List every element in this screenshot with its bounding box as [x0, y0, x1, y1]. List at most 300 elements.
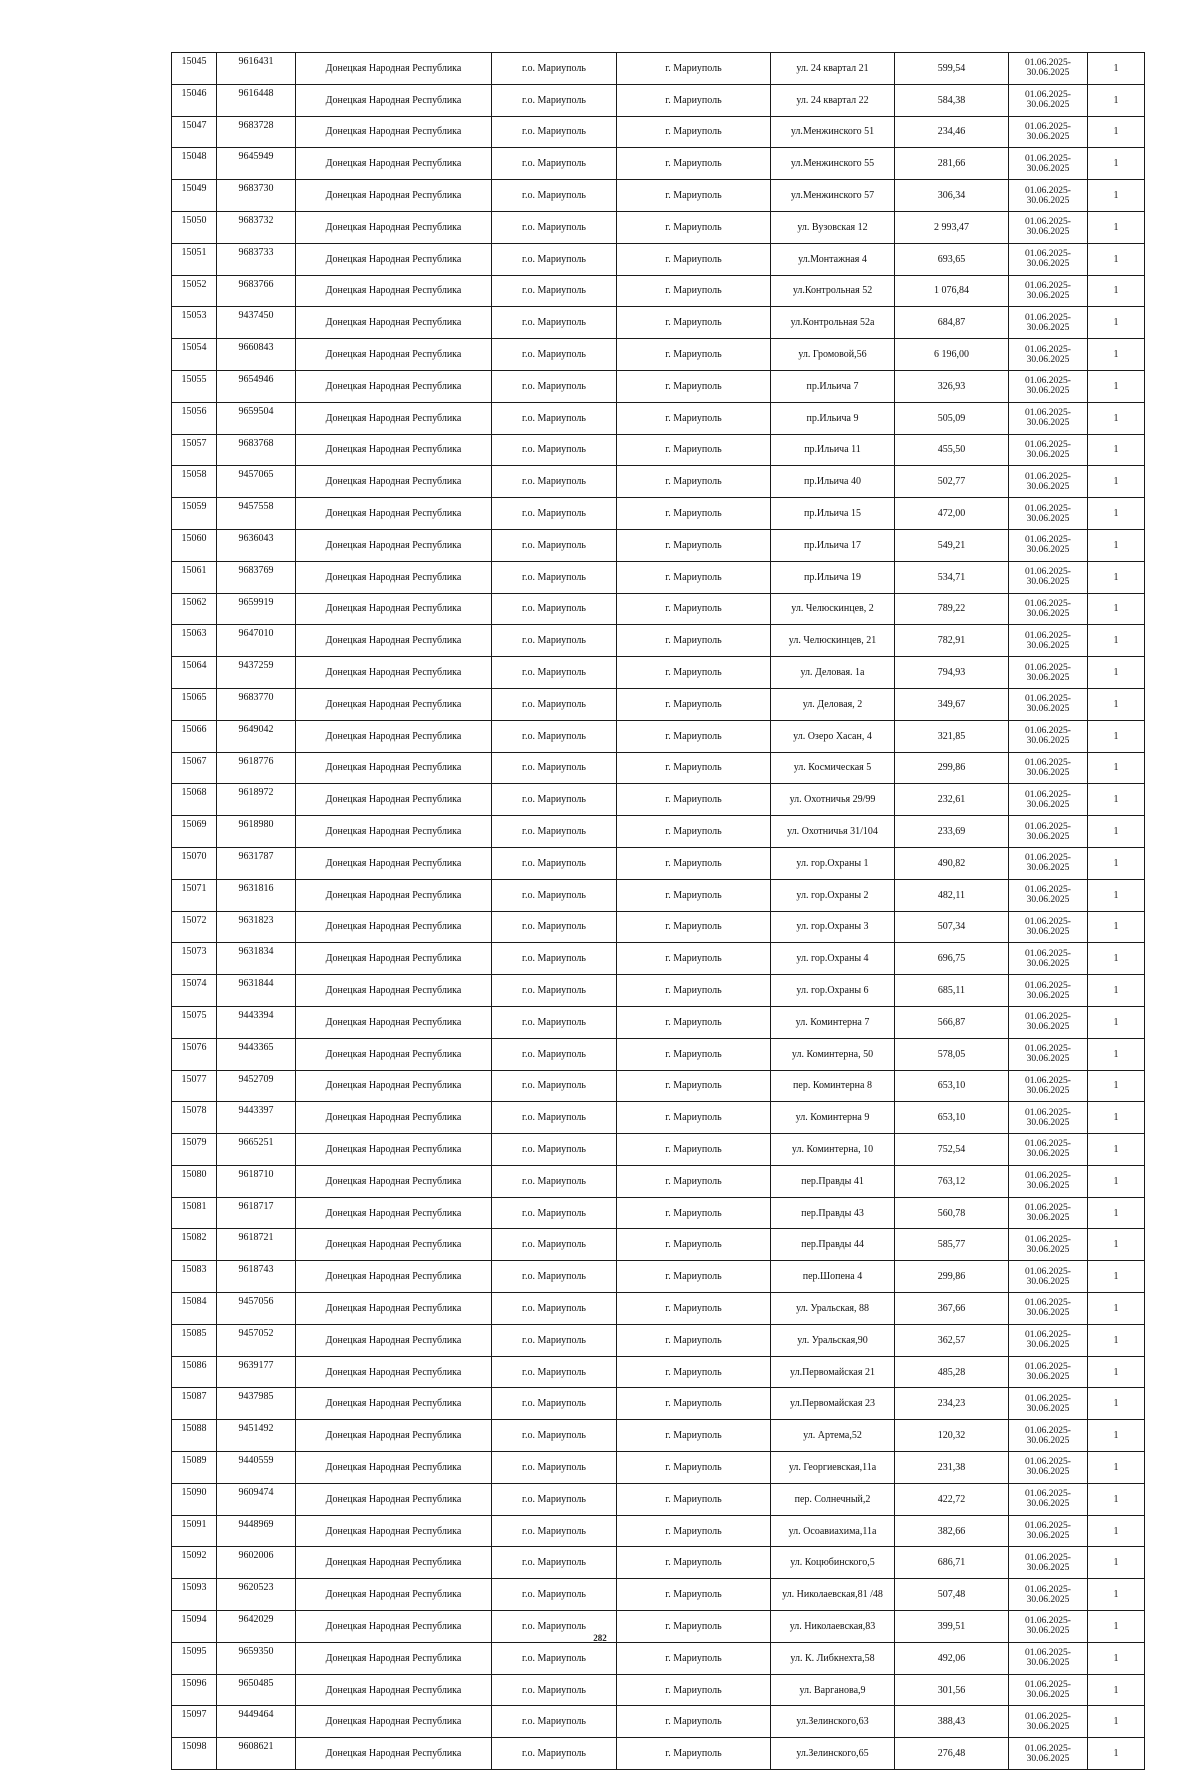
city-cell: г. Мариуполь [617, 1452, 771, 1484]
cadastral-id-cell: 9631834 [217, 943, 296, 975]
table-row [172, 434, 1145, 466]
row-number-cell: 15063 [172, 625, 217, 657]
area-cell: 6 196,00 [895, 339, 1009, 371]
region-cell: Донецкая Народная Республика [296, 1324, 492, 1356]
period-cell [1009, 1356, 1088, 1388]
municipal-district-cell: г.о. Мариуполь [492, 402, 617, 434]
table-row [172, 243, 1145, 275]
period-start: 01.06.2025- [1025, 567, 1071, 578]
period-start: 01.06.2025- [1025, 1489, 1071, 1500]
cadastral-id-cell: 9440559 [217, 1452, 296, 1484]
municipal-district-cell: г.о. Мариуполь [492, 84, 617, 116]
area-cell: 276,48 [895, 1738, 1009, 1770]
period-start: 01.06.2025- [1025, 1330, 1071, 1341]
address-cell: ул. Охотничья 31/104 [771, 816, 895, 848]
municipal-district-cell: г.о. Мариуполь [492, 911, 617, 943]
city-cell: г. Мариуполь [617, 816, 771, 848]
area-cell: 482,11 [895, 879, 1009, 911]
quantity-cell: 1 [1088, 53, 1145, 85]
period-start: 01.06.2025- [1025, 885, 1071, 896]
period-cell [1009, 53, 1088, 85]
period-end: 30.06.2025 [1026, 1690, 1070, 1701]
quantity-cell: 1 [1088, 370, 1145, 402]
quantity-cell: 1 [1088, 1197, 1145, 1229]
table-row [172, 1229, 1145, 1261]
table-row [172, 84, 1145, 116]
table-row [172, 339, 1145, 371]
region-cell: Донецкая Народная Республика [296, 1261, 492, 1293]
period-end: 30.06.2025 [1026, 449, 1070, 460]
cadastral-id-cell: 9449464 [217, 1706, 296, 1738]
city-cell: г. Мариуполь [617, 1038, 771, 1070]
address-cell: ул.Контрольная 52 [771, 275, 895, 307]
period-end: 30.06.2025 [1026, 577, 1070, 588]
address-cell: ул. Охотничья 29/99 [771, 784, 895, 816]
cadastral-id-cell: 9659919 [217, 593, 296, 625]
city-cell: г. Мариуполь [617, 593, 771, 625]
municipal-district-cell: г.о. Мариуполь [492, 1706, 617, 1738]
area-cell: 566,87 [895, 1006, 1009, 1038]
city-cell: г. Мариуполь [617, 1483, 771, 1515]
row-number-cell: 15090 [172, 1483, 217, 1515]
cadastral-id-cell: 9650485 [217, 1674, 296, 1706]
quantity-cell: 1 [1088, 148, 1145, 180]
address-cell: ул. Коминтерна, 50 [771, 1038, 895, 1070]
quantity-cell: 1 [1088, 1452, 1145, 1484]
area-cell: 789,22 [895, 593, 1009, 625]
region-cell: Донецкая Народная Республика [296, 498, 492, 530]
region-cell: Донецкая Народная Республика [296, 53, 492, 85]
address-cell: ул.Первомайская 21 [771, 1356, 895, 1388]
table-row [172, 752, 1145, 784]
period-end: 30.06.2025 [1026, 799, 1070, 810]
municipal-district-cell: г.о. Мариуполь [492, 975, 617, 1007]
municipal-district-cell: г.о. Мариуполь [492, 1452, 617, 1484]
row-number-cell: 15095 [172, 1642, 217, 1674]
period-end: 30.06.2025 [1026, 704, 1070, 715]
period-start: 01.06.2025- [1025, 1457, 1071, 1468]
city-cell: г. Мариуполь [617, 688, 771, 720]
area-cell: 685,11 [895, 975, 1009, 1007]
area-cell: 505,09 [895, 402, 1009, 434]
address-cell: пр.Ильича 19 [771, 561, 895, 593]
period-cell [1009, 180, 1088, 212]
period-end: 30.06.2025 [1026, 1181, 1070, 1192]
table-row [172, 784, 1145, 816]
quantity-cell: 1 [1088, 784, 1145, 816]
address-cell: ул. гор.Охраны 3 [771, 911, 895, 943]
region-cell: Донецкая Народная Республика [296, 720, 492, 752]
municipal-district-cell: г.о. Мариуполь [492, 657, 617, 689]
table-row [172, 148, 1145, 180]
address-cell: ул. гор.Охраны 1 [771, 847, 895, 879]
period-start: 01.06.2025- [1025, 1171, 1071, 1182]
cadastral-id-cell: 9616431 [217, 53, 296, 85]
region-cell: Донецкая Народная Республика [296, 84, 492, 116]
period-end: 30.06.2025 [1026, 831, 1070, 842]
period-cell [1009, 466, 1088, 498]
period-start: 01.06.2025- [1025, 1743, 1071, 1754]
period-end: 30.06.2025 [1026, 1499, 1070, 1510]
municipal-district-cell: г.о. Мариуполь [492, 1293, 617, 1325]
address-cell: ул. Челюскинцев, 2 [771, 593, 895, 625]
quantity-cell: 1 [1088, 1324, 1145, 1356]
address-cell: пер.Правды 44 [771, 1229, 895, 1261]
municipal-district-cell: г.о. Мариуполь [492, 370, 617, 402]
period-end: 30.06.2025 [1026, 1213, 1070, 1224]
quantity-cell: 1 [1088, 1356, 1145, 1388]
row-number-cell: 15097 [172, 1706, 217, 1738]
row-number-cell: 15086 [172, 1356, 217, 1388]
table-row [172, 720, 1145, 752]
period-end: 30.06.2025 [1026, 513, 1070, 524]
quantity-cell: 1 [1088, 1293, 1145, 1325]
area-cell: 321,85 [895, 720, 1009, 752]
region-cell: Донецкая Народная Республика [296, 752, 492, 784]
period-end: 30.06.2025 [1026, 322, 1070, 333]
municipal-district-cell: г.о. Мариуполь [492, 1229, 617, 1261]
row-number-cell: 15070 [172, 847, 217, 879]
city-cell: г. Мариуполь [617, 339, 771, 371]
region-cell: Донецкая Народная Республика [296, 1070, 492, 1102]
table-row [172, 593, 1145, 625]
cadastral-id-cell: 9659350 [217, 1642, 296, 1674]
period-cell [1009, 498, 1088, 530]
cadastral-id-cell: 9631823 [217, 911, 296, 943]
address-cell: ул. Уральская,90 [771, 1324, 895, 1356]
quantity-cell: 1 [1088, 593, 1145, 625]
period-end: 30.06.2025 [1026, 672, 1070, 683]
region-cell: Донецкая Народная Республика [296, 625, 492, 657]
period-cell [1009, 1038, 1088, 1070]
period-end: 30.06.2025 [1026, 68, 1070, 79]
period-cell [1009, 593, 1088, 625]
period-end: 30.06.2025 [1026, 1435, 1070, 1446]
period-start: 01.06.2025- [1025, 980, 1071, 991]
quantity-cell: 1 [1088, 1642, 1145, 1674]
row-number-cell: 15049 [172, 180, 217, 212]
area-cell: 693,65 [895, 243, 1009, 275]
period-cell [1009, 1070, 1088, 1102]
municipal-district-cell: г.о. Мариуполь [492, 1515, 617, 1547]
period-end: 30.06.2025 [1026, 163, 1070, 174]
area-cell: 763,12 [895, 1165, 1009, 1197]
address-cell: ул.Зелинского,65 [771, 1738, 895, 1770]
municipal-district-cell: г.о. Мариуполь [492, 943, 617, 975]
city-cell: г. Мариуполь [617, 657, 771, 689]
quantity-cell: 1 [1088, 211, 1145, 243]
region-cell: Донецкая Народная Республика [296, 1197, 492, 1229]
address-cell: пр.Ильича 7 [771, 370, 895, 402]
period-cell [1009, 211, 1088, 243]
city-cell: г. Мариуполь [617, 498, 771, 530]
period-cell [1009, 1642, 1088, 1674]
area-cell: 560,78 [895, 1197, 1009, 1229]
period-end: 30.06.2025 [1026, 1022, 1070, 1033]
area-cell: 281,66 [895, 148, 1009, 180]
period-end: 30.06.2025 [1026, 545, 1070, 556]
row-number-cell: 15055 [172, 370, 217, 402]
cadastral-id-cell: 9683728 [217, 116, 296, 148]
area-cell: 299,86 [895, 1261, 1009, 1293]
address-cell: пер. Солнечный,2 [771, 1483, 895, 1515]
quantity-cell: 1 [1088, 911, 1145, 943]
municipal-district-cell: г.о. Мариуполь [492, 1547, 617, 1579]
row-number-cell: 15071 [172, 879, 217, 911]
quantity-cell: 1 [1088, 1579, 1145, 1611]
city-cell: г. Мариуполь [617, 1642, 771, 1674]
table-row [172, 1356, 1145, 1388]
quantity-cell: 1 [1088, 1515, 1145, 1547]
quantity-cell: 1 [1088, 529, 1145, 561]
period-cell [1009, 1134, 1088, 1166]
area-cell: 306,34 [895, 180, 1009, 212]
period-cell [1009, 752, 1088, 784]
address-cell: ул. Николаевская,83 [771, 1611, 895, 1643]
address-cell: ул.Менжинского 57 [771, 180, 895, 212]
period-start: 01.06.2025- [1025, 1393, 1071, 1404]
region-cell: Донецкая Народная Республика [296, 1547, 492, 1579]
area-cell: 794,93 [895, 657, 1009, 689]
region-cell: Донецкая Народная Республика [296, 180, 492, 212]
address-cell: ул. Осоавиахима,11а [771, 1515, 895, 1547]
row-number-cell: 15057 [172, 434, 217, 466]
period-end: 30.06.2025 [1026, 386, 1070, 397]
period-start: 01.06.2025- [1025, 1203, 1071, 1214]
row-number-cell: 15091 [172, 1515, 217, 1547]
table-row [172, 402, 1145, 434]
period-cell [1009, 1165, 1088, 1197]
period-end: 30.06.2025 [1026, 1117, 1070, 1128]
area-cell: 507,34 [895, 911, 1009, 943]
municipal-district-cell: г.о. Мариуполь [492, 529, 617, 561]
city-cell: г. Мариуполь [617, 370, 771, 402]
address-cell: ул. Деловая, 2 [771, 688, 895, 720]
city-cell: г. Мариуполь [617, 943, 771, 975]
municipal-district-cell: г.о. Мариуполь [492, 466, 617, 498]
period-cell [1009, 1261, 1088, 1293]
period-cell [1009, 1674, 1088, 1706]
cadastral-id-cell: 9451492 [217, 1420, 296, 1452]
cadastral-id-cell: 9618717 [217, 1197, 296, 1229]
period-start: 01.06.2025- [1025, 1584, 1071, 1595]
area-cell: 686,71 [895, 1547, 1009, 1579]
period-start: 01.06.2025- [1025, 1680, 1071, 1691]
quantity-cell: 1 [1088, 1706, 1145, 1738]
row-number-cell: 15098 [172, 1738, 217, 1770]
region-cell: Донецкая Народная Республика [296, 847, 492, 879]
table-row [172, 53, 1145, 85]
period-cell [1009, 1515, 1088, 1547]
municipal-district-cell: г.о. Мариуполь [492, 148, 617, 180]
table-row [172, 1197, 1145, 1229]
period-cell [1009, 816, 1088, 848]
region-cell: Донецкая Народная Республика [296, 434, 492, 466]
city-cell: г. Мариуполь [617, 243, 771, 275]
cadastral-id-cell: 9631816 [217, 879, 296, 911]
region-cell: Донецкая Народная Республика [296, 1420, 492, 1452]
city-cell: г. Мариуполь [617, 720, 771, 752]
city-cell: г. Мариуполь [617, 1420, 771, 1452]
row-number-cell: 15089 [172, 1452, 217, 1484]
region-cell: Донецкая Народная Республика [296, 1706, 492, 1738]
quantity-cell: 1 [1088, 1165, 1145, 1197]
quantity-cell: 1 [1088, 498, 1145, 530]
city-cell: г. Мариуполь [617, 1070, 771, 1102]
period-end: 30.06.2025 [1026, 227, 1070, 238]
region-cell: Донецкая Народная Республика [296, 148, 492, 180]
address-cell: пр.Ильича 9 [771, 402, 895, 434]
area-cell: 349,67 [895, 688, 1009, 720]
period-start: 01.06.2025- [1025, 1425, 1071, 1436]
quantity-cell: 1 [1088, 688, 1145, 720]
table-row [172, 1579, 1145, 1611]
region-cell: Донецкая Народная Республика [296, 1611, 492, 1643]
table-row [172, 370, 1145, 402]
region-cell: Донецкая Народная Республика [296, 1452, 492, 1484]
quantity-cell: 1 [1088, 466, 1145, 498]
row-number-cell: 15096 [172, 1674, 217, 1706]
period-end: 30.06.2025 [1026, 640, 1070, 651]
period-start: 01.06.2025- [1025, 948, 1071, 959]
period-cell [1009, 720, 1088, 752]
city-cell: г. Мариуполь [617, 1706, 771, 1738]
row-number-cell: 15054 [172, 339, 217, 371]
cadastral-id-cell: 9642029 [217, 1611, 296, 1643]
period-cell [1009, 1102, 1088, 1134]
address-cell: ул. Уральская, 88 [771, 1293, 895, 1325]
period-cell [1009, 1388, 1088, 1420]
quantity-cell: 1 [1088, 1006, 1145, 1038]
row-number-cell: 15079 [172, 1134, 217, 1166]
row-number-cell: 15085 [172, 1324, 217, 1356]
address-cell: пер.Шопена 4 [771, 1261, 895, 1293]
region-cell: Донецкая Народная Республика [296, 975, 492, 1007]
period-cell [1009, 625, 1088, 657]
table-row [172, 466, 1145, 498]
municipal-district-cell: г.о. Мариуполь [492, 593, 617, 625]
table-row [172, 911, 1145, 943]
row-number-cell: 15078 [172, 1102, 217, 1134]
address-cell: ул. Коминтерна 9 [771, 1102, 895, 1134]
municipal-district-cell: г.о. Мариуполь [492, 720, 617, 752]
cadastral-id-cell: 9618972 [217, 784, 296, 816]
municipal-district-cell: г.о. Мариуполь [492, 1324, 617, 1356]
quantity-cell: 1 [1088, 116, 1145, 148]
area-cell: 2 993,47 [895, 211, 1009, 243]
row-number-cell: 15058 [172, 466, 217, 498]
region-cell: Донецкая Народная Республика [296, 1579, 492, 1611]
area-cell: 578,05 [895, 1038, 1009, 1070]
period-end: 30.06.2025 [1026, 354, 1070, 365]
city-cell: г. Мариуполь [617, 180, 771, 212]
row-number-cell: 15052 [172, 275, 217, 307]
region-cell: Донецкая Народная Республика [296, 593, 492, 625]
period-start: 01.06.2025- [1025, 630, 1071, 641]
municipal-district-cell: г.о. Мариуполь [492, 1261, 617, 1293]
table-row [172, 275, 1145, 307]
table-row [172, 1102, 1145, 1134]
quantity-cell: 1 [1088, 720, 1145, 752]
period-start: 01.06.2025- [1025, 1616, 1071, 1627]
period-end: 30.06.2025 [1026, 926, 1070, 937]
quantity-cell: 1 [1088, 561, 1145, 593]
row-number-cell: 15084 [172, 1293, 217, 1325]
area-cell: 585,77 [895, 1229, 1009, 1261]
address-cell: пр.Ильича 40 [771, 466, 895, 498]
period-start: 01.06.2025- [1025, 916, 1071, 927]
municipal-district-cell: г.о. Мариуполь [492, 1674, 617, 1706]
row-number-cell: 15050 [172, 211, 217, 243]
table-row [172, 1738, 1145, 1770]
municipal-district-cell: г.о. Мариуполь [492, 1738, 617, 1770]
period-end: 30.06.2025 [1026, 608, 1070, 619]
region-cell: Донецкая Народная Республика [296, 1038, 492, 1070]
area-cell: 584,38 [895, 84, 1009, 116]
city-cell: г. Мариуполь [617, 1134, 771, 1166]
area-cell: 120,32 [895, 1420, 1009, 1452]
cadastral-id-cell: 9608621 [217, 1738, 296, 1770]
area-cell: 388,43 [895, 1706, 1009, 1738]
region-cell: Донецкая Народная Республика [296, 1388, 492, 1420]
municipal-district-cell: г.о. Мариуполь [492, 307, 617, 339]
period-start: 01.06.2025- [1025, 121, 1071, 132]
period-start: 01.06.2025- [1025, 757, 1071, 768]
address-cell: ул. Коминтерна 7 [771, 1006, 895, 1038]
row-number-cell: 15072 [172, 911, 217, 943]
area-cell: 696,75 [895, 943, 1009, 975]
quantity-cell: 1 [1088, 1229, 1145, 1261]
area-cell: 549,21 [895, 529, 1009, 561]
quantity-cell: 1 [1088, 434, 1145, 466]
address-cell: ул. Челюскинцев, 21 [771, 625, 895, 657]
table-row [172, 943, 1145, 975]
period-start: 01.06.2025- [1025, 1266, 1071, 1277]
period-end: 30.06.2025 [1026, 1467, 1070, 1478]
address-cell: ул. Коцюбинского,5 [771, 1547, 895, 1579]
table-row [172, 975, 1145, 1007]
period-end: 30.06.2025 [1026, 958, 1070, 969]
period-cell [1009, 275, 1088, 307]
table-row [172, 180, 1145, 212]
region-cell: Донецкая Народная Республика [296, 1229, 492, 1261]
period-start: 01.06.2025- [1025, 439, 1071, 450]
region-cell: Донецкая Народная Республика [296, 1006, 492, 1038]
table-row [172, 1261, 1145, 1293]
city-cell: г. Мариуполь [617, 1674, 771, 1706]
quantity-cell: 1 [1088, 275, 1145, 307]
cadastral-id-cell: 9437450 [217, 307, 296, 339]
period-end: 30.06.2025 [1026, 1594, 1070, 1605]
municipal-district-cell: г.о. Мариуполь [492, 1356, 617, 1388]
period-end: 30.06.2025 [1026, 131, 1070, 142]
cadastral-id-cell: 9618710 [217, 1165, 296, 1197]
area-cell: 502,77 [895, 466, 1009, 498]
city-cell: г. Мариуполь [617, 1102, 771, 1134]
period-end: 30.06.2025 [1026, 736, 1070, 747]
city-cell: г. Мариуполь [617, 752, 771, 784]
region-cell: Донецкая Народная Республика [296, 211, 492, 243]
quantity-cell: 1 [1088, 1547, 1145, 1579]
area-cell: 653,10 [895, 1102, 1009, 1134]
municipal-district-cell: г.о. Мариуполь [492, 879, 617, 911]
quantity-cell: 1 [1088, 1134, 1145, 1166]
area-cell: 326,93 [895, 370, 1009, 402]
table-row [172, 1642, 1145, 1674]
cadastral-id-cell: 9659504 [217, 402, 296, 434]
address-cell: ул.Менжинского 55 [771, 148, 895, 180]
area-cell: 299,86 [895, 752, 1009, 784]
